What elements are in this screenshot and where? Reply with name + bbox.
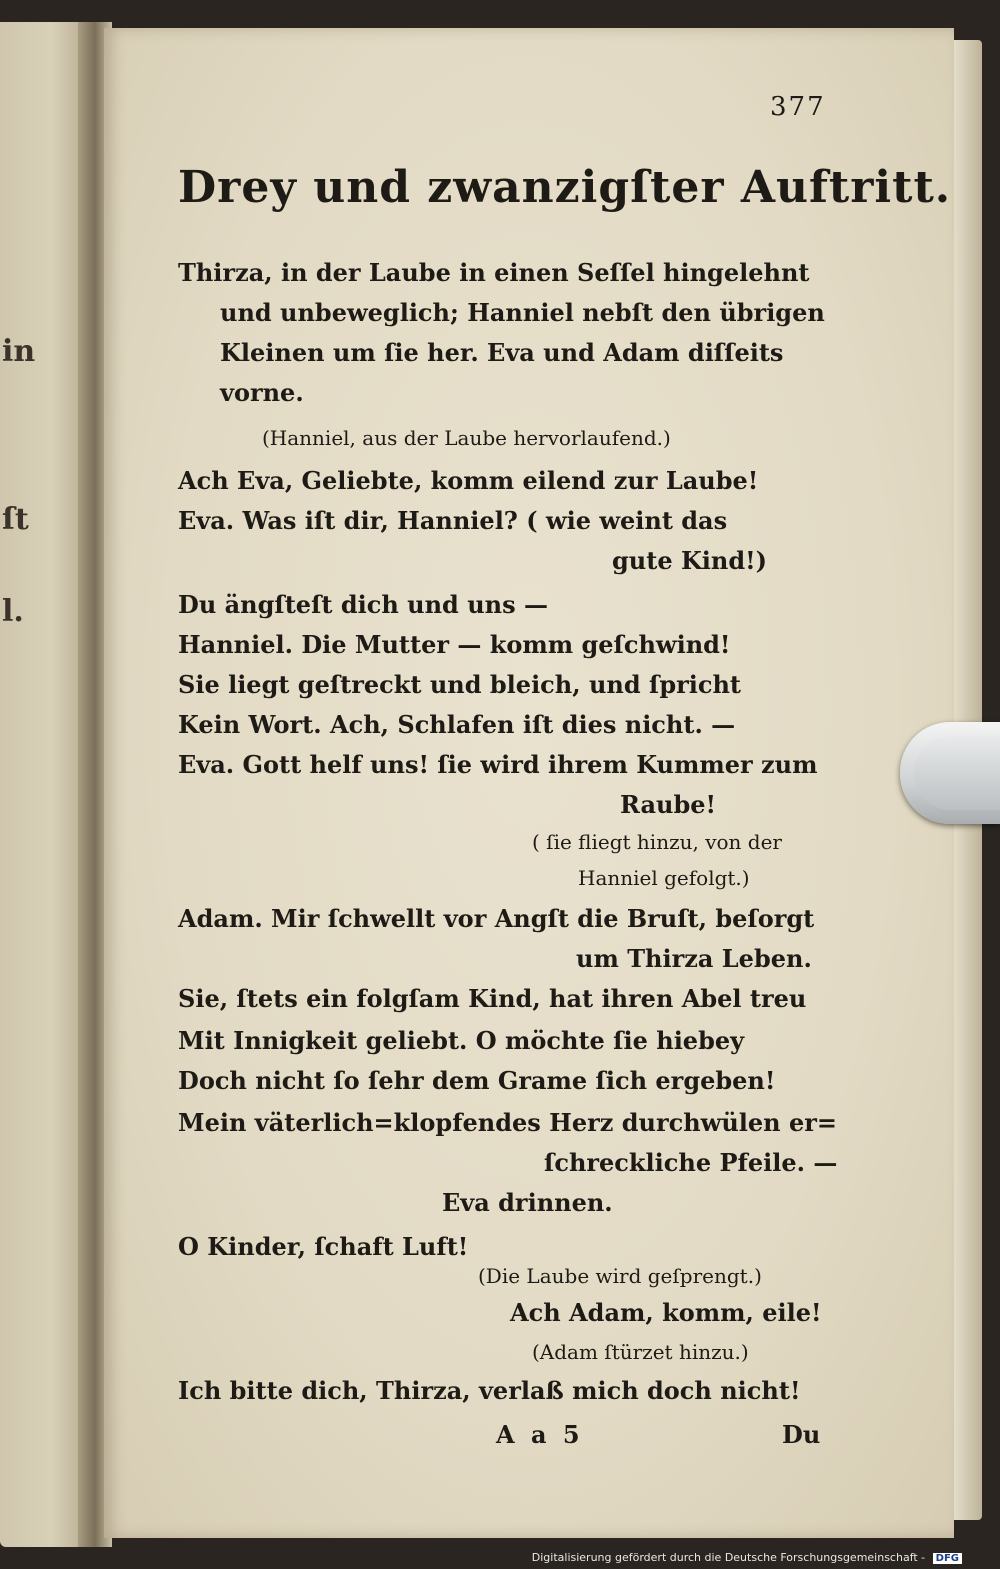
- page-clip: [900, 722, 1000, 824]
- text-line: O Kinder, ſchaft Luft!: [178, 1232, 469, 1261]
- text-line: Ach Eva, Geliebte, komm eilend zur Laube!: [178, 466, 759, 495]
- text-line: (Die Laube wird geſprengt.): [478, 1264, 762, 1288]
- text-line: Mit Innigkeit geliebt. O möchte ſie hiebey: [178, 1026, 745, 1055]
- text-line: gute Kind!): [612, 546, 768, 575]
- left-page-fragment: in: [2, 334, 36, 369]
- text-line: Du ängſteſt dich und uns —: [178, 590, 548, 619]
- stage-direction-line: vorne.: [220, 378, 304, 407]
- text-line: Eva drinnen.: [442, 1188, 613, 1217]
- stage-direction-line: Kleinen um ſie her. Eva und Adam diſſeits: [220, 338, 784, 367]
- text-line: (Hanniel, aus der Laube hervorlaufend.): [262, 426, 671, 450]
- stage-direction-line: Thirza, in der Laube in einen Seſſel hingelehnt: [178, 258, 810, 287]
- text-line: Ach Adam, komm, eile!: [510, 1298, 822, 1327]
- text-line: Sie, ſtets ein folgſam Kind, hat ihren Abel treu: [178, 984, 807, 1013]
- dfg-logo-icon: DFG: [933, 1553, 962, 1564]
- digitization-credit: [532, 1551, 962, 1564]
- text-line: Doch nicht ſo ſehr dem Grame ſich ergeben!: [178, 1066, 776, 1095]
- catchword: Du: [782, 1420, 821, 1449]
- text-line: Raube!: [620, 790, 717, 819]
- text-line: Eva. Gott helf uns! ſie wird ihrem Kummer zum: [178, 750, 818, 779]
- scene-heading: Drey und zwanzigſter Auftritt.: [178, 162, 952, 213]
- text-line: Ich bitte dich, Thirza, verlaß mich doch nicht!: [178, 1376, 801, 1405]
- left-page-edge: [0, 22, 86, 1547]
- text-line: Kein Wort. Ach, Schlafen iſt dies nicht. —: [178, 710, 736, 739]
- text-line: Adam. Mir ſchwellt vor Angſt die Bruſt, beſorgt: [178, 904, 815, 933]
- text-line: Hanniel. Die Mutter — komm geſchwind!: [178, 630, 731, 659]
- text-line: ( ſie fliegt hinzu, von der: [532, 830, 782, 854]
- text-line: Sie liegt geſtreckt und bleich, und ſpricht: [178, 670, 742, 699]
- left-page-fragment: l.: [2, 594, 24, 629]
- footer-text: Digitalisierung gefördert durch die Deutsche Forschungsgemeinschaft -: [531, 1551, 926, 1564]
- left-page-fragment: ſt: [2, 502, 29, 537]
- text-line: um Thirza Leben.: [576, 944, 812, 973]
- text-line: Hanniel gefolgt.): [578, 866, 750, 890]
- stage-direction-line: und unbeweglich; Hanniel nebſt den übrigen: [220, 298, 825, 327]
- text-line: Mein väterlich=klopfendes Herz durchwülen er=: [178, 1108, 837, 1137]
- text-line: (Adam ſtürzet hinzu.): [532, 1340, 749, 1364]
- signature-mark: A a 5: [496, 1420, 584, 1449]
- text-line: ſchreckliche Pfeile. —: [544, 1148, 838, 1177]
- page-number: 377: [770, 92, 826, 122]
- text-line: Eva. Was iſt dir, Hanniel? ( wie weint das: [178, 506, 728, 535]
